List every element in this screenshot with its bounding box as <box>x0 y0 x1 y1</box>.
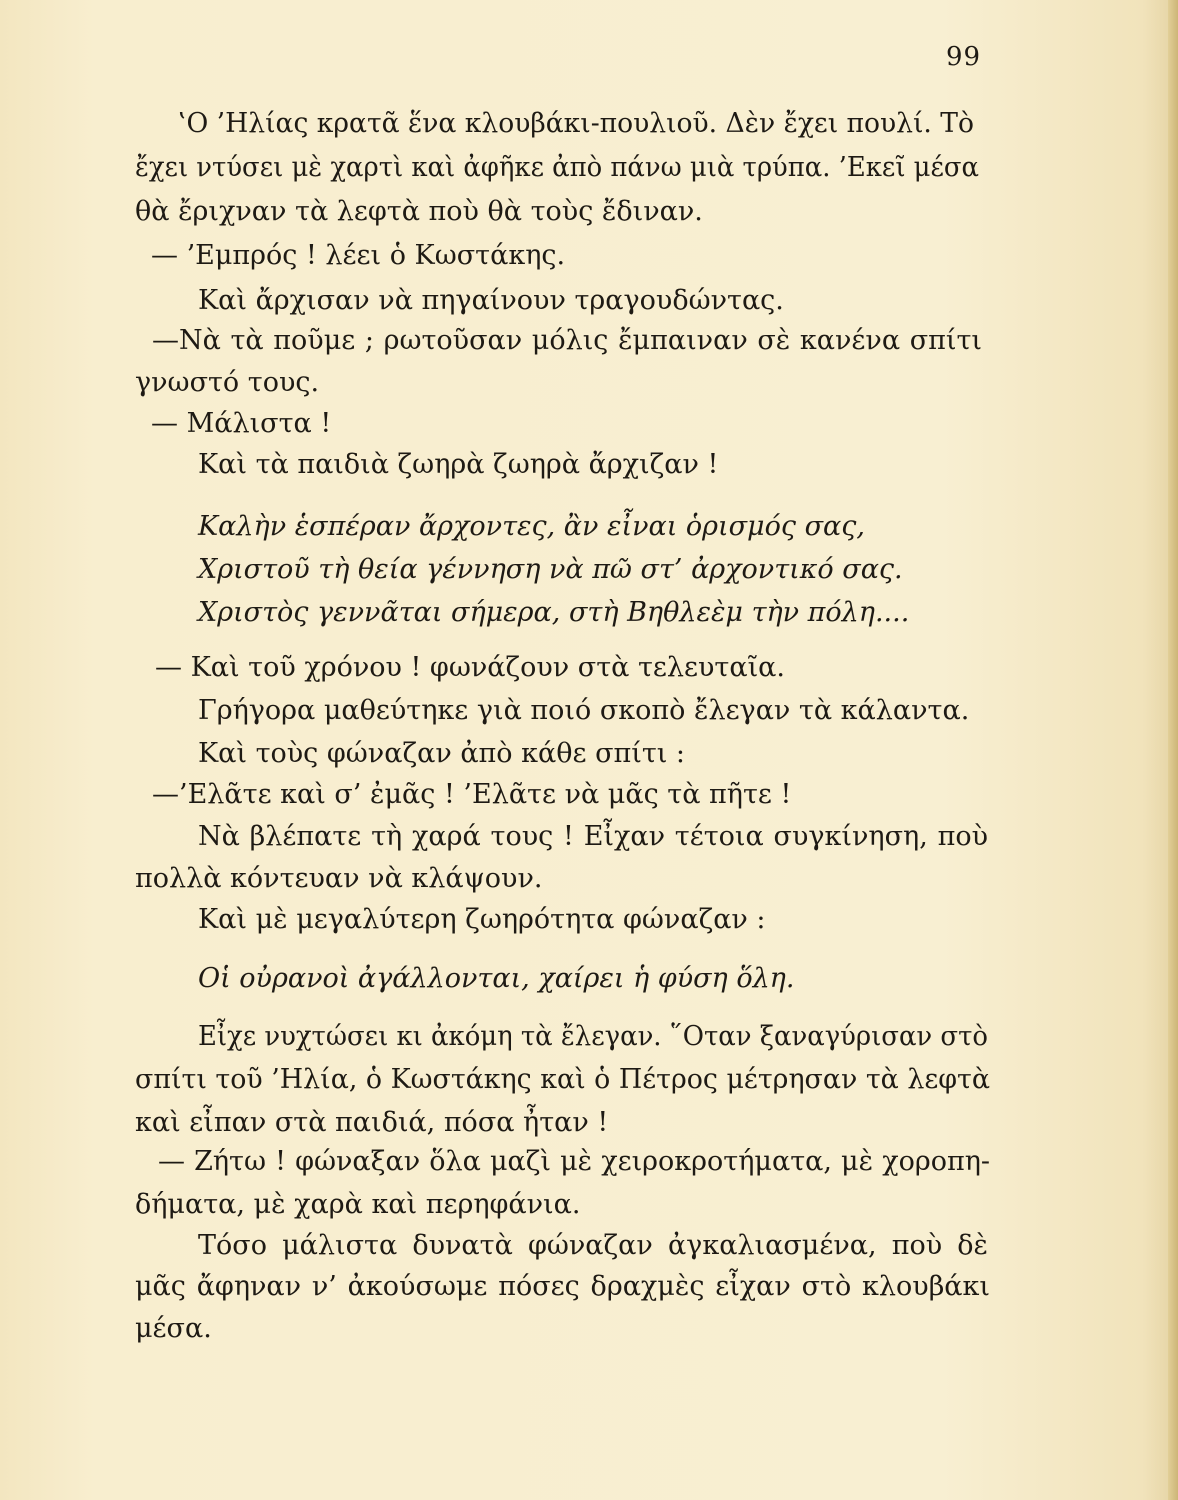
text-line: μέσα. <box>135 1313 212 1344</box>
page-number: 99 <box>946 42 982 72</box>
text-line: γνωστό τους. <box>135 367 320 398</box>
carol-verse-line: Καλὴν ἑσπέραν ἄρχοντες, ἂν εἶναι ὁρισμός σας, <box>198 511 865 542</box>
text-line: Καὶ μὲ μεγαλύτερη ζωηρότητα φώναζαν : <box>198 904 766 935</box>
carol-verse-line: Οἱ οὐρανοὶ ἀγάλλονται, χαίρει ἡ φύση ὅλη. <box>198 963 795 994</box>
text-line: σπίτι τοῦ ’Ηλία, ὁ Κωστάκης καὶ ὁ Πέτρος μέτρησαν τὰ λεφτὰ <box>135 1064 990 1095</box>
carol-verse-line: Χριστοῦ τὴ θεία γέννηση νὰ πῶ στ’ ἀρχοντικό σας. <box>198 554 903 585</box>
text-line: θὰ ἔριχναν τὰ λεφτὰ ποὺ θὰ τοὺς ἔδιναν. <box>135 196 703 227</box>
text-line: — Καὶ τοῦ χρόνου ! φωνάζουν στὰ τελευταῖα. <box>155 652 785 683</box>
text-line: ἔχει ντύσει μὲ χαρτὶ καὶ ἀφῆκε ἀπὸ πάνω μιὰ τρύπα. ’Εκεῖ μέσα <box>135 152 979 183</box>
page-edge <box>1168 0 1178 1500</box>
text-line: μᾶς ἄφηναν ν’ ἀκούσωμε πόσες δραχμὲς εἶχαν στὸ κλουβάκι <box>135 1271 990 1302</box>
text-line: Νὰ βλέπατε τὴ χαρά τους ! Εἶχαν τέτοια συγκίνηση, ποὺ <box>198 821 988 852</box>
text-line: — Ζήτω ! φώναξαν ὅλα μαζὶ μὲ χειροκροτήματα, μὲ χοροπη- <box>158 1146 990 1177</box>
text-line: —’Ελᾶτε καὶ σ’ ἐμᾶς ! ’Ελᾶτε νὰ μᾶς τὰ πῆτε ! <box>152 779 792 810</box>
text-line: Εἶχε νυχτώσει κι ἀκόμη τὰ ἔλεγαν. ῞Οταν ξαναγύρισαν στὸ <box>198 1021 988 1052</box>
text-line: Καὶ ἄρχισαν νὰ πηγαίνουν τραγουδώντας. <box>198 285 784 316</box>
text-line: Τόσο μάλιστα δυνατὰ φώναζαν ἀγκαλιασμένα, ποὺ δὲ <box>198 1230 988 1261</box>
text-line: δήματα, μὲ χαρὰ καὶ περηφάνια. <box>135 1189 581 1220</box>
text-line: — Μάλιστα ! <box>151 408 332 439</box>
text-line: Καὶ τὰ παιδιὰ ζωηρὰ ζωηρὰ ἄρχιζαν ! <box>198 449 719 480</box>
text-line: Γρήγορα μαθεύτηκε γιὰ ποιό σκοπὸ ἔλεγαν τὰ κάλαντα. <box>198 695 970 726</box>
text-line: — ’Εμπρός ! λέει ὁ Κωστάκης. <box>151 240 566 271</box>
carol-verse-line: Χριστὸς γεννᾶται σήμερα, στὴ Βηθλεὲμ τὴν πόλη.... <box>198 597 910 628</box>
text-line: πολλὰ κόντευαν νὰ κλάψουν. <box>135 863 543 894</box>
text-line: Καὶ τοὺς φώναζαν ἀπὸ κάθε σπίτι : <box>198 738 686 769</box>
text-line: —Νὰ τὰ ποῦμε ; ρωτοῦσαν μόλις ἔμπαιναν σὲ κανένα σπίτι <box>152 325 982 356</box>
text-line: καὶ εἶπαν στὰ παιδιά, πόσα ἦταν ! <box>135 1107 609 1138</box>
text-line: ‛Ο ’Ηλίας κρατᾶ ἕνα κλουβάκι-πουλιοῦ. Δὲν ἔχει πουλί. Τὸ <box>178 108 974 139</box>
